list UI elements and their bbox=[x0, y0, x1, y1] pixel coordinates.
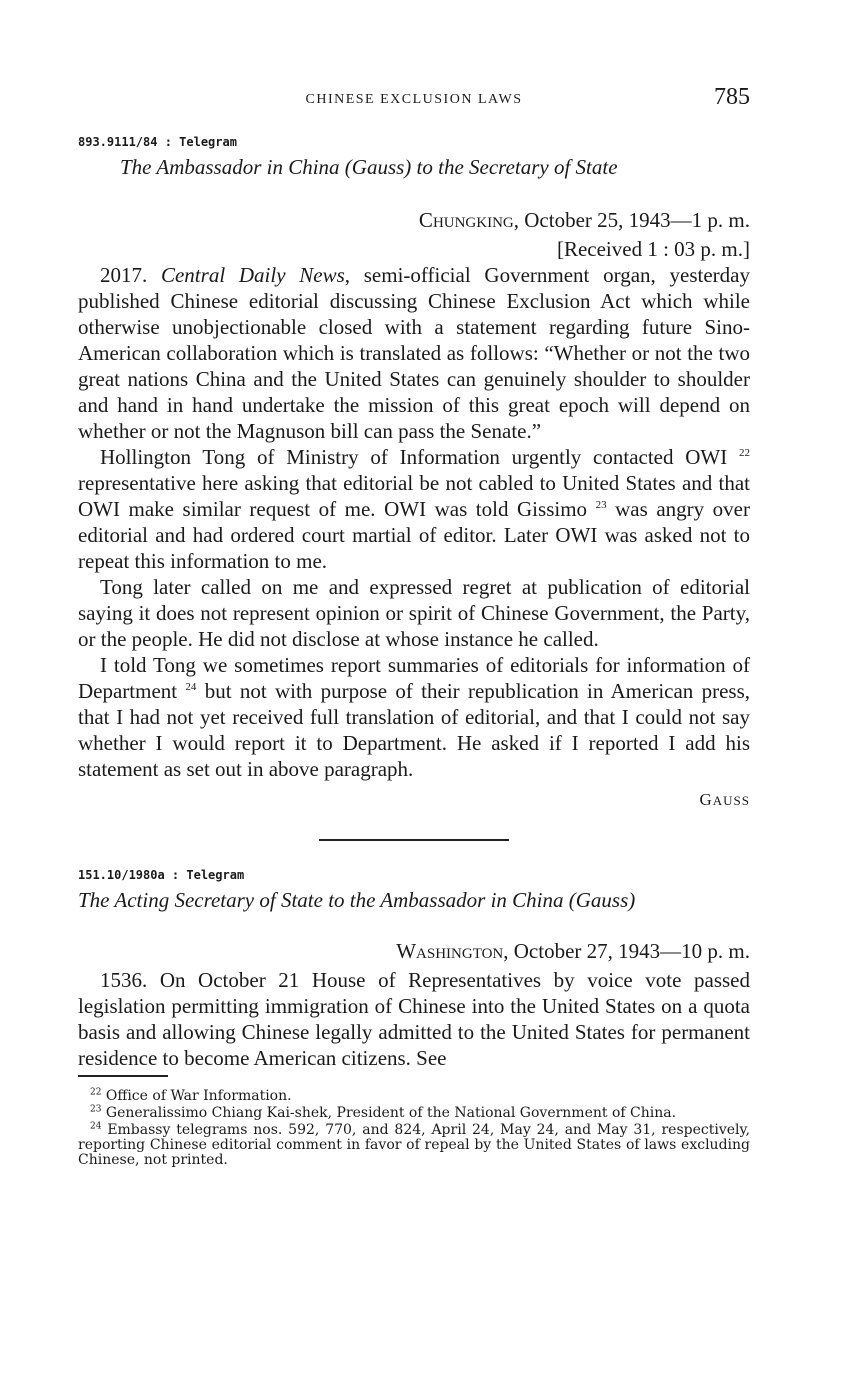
paragraph bbox=[78, 652, 750, 782]
place-rest: HUNGKING bbox=[432, 215, 514, 231]
footnote-number: 23 bbox=[90, 1104, 102, 1115]
telegram-number: 2017. bbox=[100, 263, 161, 287]
place-initial: C bbox=[418, 208, 433, 232]
paragraph bbox=[78, 444, 750, 574]
running-title: CHINESE EXCLUSION LAWS bbox=[305, 92, 523, 107]
footnote-rule bbox=[78, 1075, 168, 1077]
paragraph bbox=[78, 262, 750, 444]
signature-rest: AUSS bbox=[712, 793, 750, 808]
footnotes bbox=[78, 1089, 750, 1168]
file-reference: 151.10/1980a : Telegram bbox=[78, 868, 245, 882]
footnote-number: 24 bbox=[90, 1121, 102, 1132]
footnote-text: Embassy telegrams nos. 592, 770, and 824, April 24, May 24, and May 31, respectively, reporting Chinese editorial comment in favor of repeal by the United States of laws excluding Chinese, not printed. bbox=[78, 1122, 750, 1168]
document-1 bbox=[78, 134, 750, 813]
place-initial: W bbox=[396, 939, 417, 963]
document-heading: The Acting Secretary of State to the Ambassador in China (Gauss) bbox=[78, 888, 636, 912]
document-page bbox=[78, 84, 750, 1170]
running-head bbox=[78, 84, 750, 124]
dateline bbox=[78, 938, 750, 967]
footnote-ref[interactable]: 23 bbox=[595, 499, 607, 511]
dateline bbox=[78, 207, 750, 236]
paragraph-text: representative here asking that editorial be not cabled to United States and that OWI make similar request of me. OWI was told Gissimo bbox=[78, 471, 750, 521]
footnote-text: Generalissimo Chiang Kai-shek, President of the National Government of China. bbox=[105, 1105, 677, 1121]
paragraph-text: , semi-official Government organ, yesterday published Chinese editorial discussing Chinese Exclusion Act which while otherwise unobjectionable closed with a statement regarding future Sino-American collaboration which is translated as follows: “Whether or not the two great nations China and the United States can genuinely shoulder to shoulder and hand in hand undertake the mission of this great epoch will depend on whether or not the Magnuson bill can pass the Senate.” bbox=[78, 263, 750, 443]
footnote-ref[interactable]: 22 bbox=[739, 447, 751, 459]
paragraph-text: I told Tong we sometimes report summaries of editorials for information of Department bbox=[78, 653, 750, 703]
newspaper-name: Central Daily News bbox=[160, 263, 345, 287]
paragraph-text: Hollington Tong of Ministry of Information urgently contacted OWI bbox=[100, 445, 728, 469]
date: , October 25, 1943—1 p. m. bbox=[513, 208, 750, 232]
footnote-text: Office of War Information. bbox=[105, 1088, 292, 1104]
paragraph-text: was angry over editorial and had ordered court martial of editor. Later OWI was asked not to repeat this information to me. bbox=[78, 497, 750, 573]
date: , October 27, 1943—10 p. m. bbox=[503, 939, 750, 963]
received-line: [Received 1 : 03 p. m.] bbox=[556, 237, 750, 261]
place-rest: ASHINGTON bbox=[416, 946, 504, 962]
paragraph-text: but not with purpose of their republication in American press, that I had not yet received full translation of editorial, and that I could not say whether I would report it to Department. He asked if I reported I add his statement as set out in above paragraph. bbox=[78, 679, 750, 781]
paragraph: Tong later called on me and expressed regret at publication of editorial saying it does not represent opinion or spirit of Chinese Government, the Party, or the people. He did not disclose at whose instance he called. bbox=[78, 575, 750, 651]
signature-initial: G bbox=[699, 790, 713, 809]
footnote bbox=[78, 1106, 750, 1121]
footnote-number: 22 bbox=[90, 1087, 102, 1098]
signature bbox=[78, 788, 750, 813]
paragraph: 1536. On October 21 House of Representatives by voice vote passed legislation permitting immigration of Chinese into the United States on a quota basis and allowing Chinese legally admitted to the United States for permanent residence to become American citizens. See bbox=[78, 968, 750, 1070]
section-divider bbox=[319, 839, 509, 841]
footnote bbox=[78, 1123, 750, 1168]
page-number: 785 bbox=[714, 84, 750, 110]
footnote bbox=[78, 1089, 750, 1104]
document-heading: The Ambassador in China (Gauss) to the Secretary of State bbox=[120, 155, 618, 179]
file-reference: 893.9111/84 : Telegram bbox=[78, 135, 237, 149]
footnote-ref[interactable]: 24 bbox=[185, 681, 197, 693]
document-2 bbox=[78, 867, 750, 1071]
